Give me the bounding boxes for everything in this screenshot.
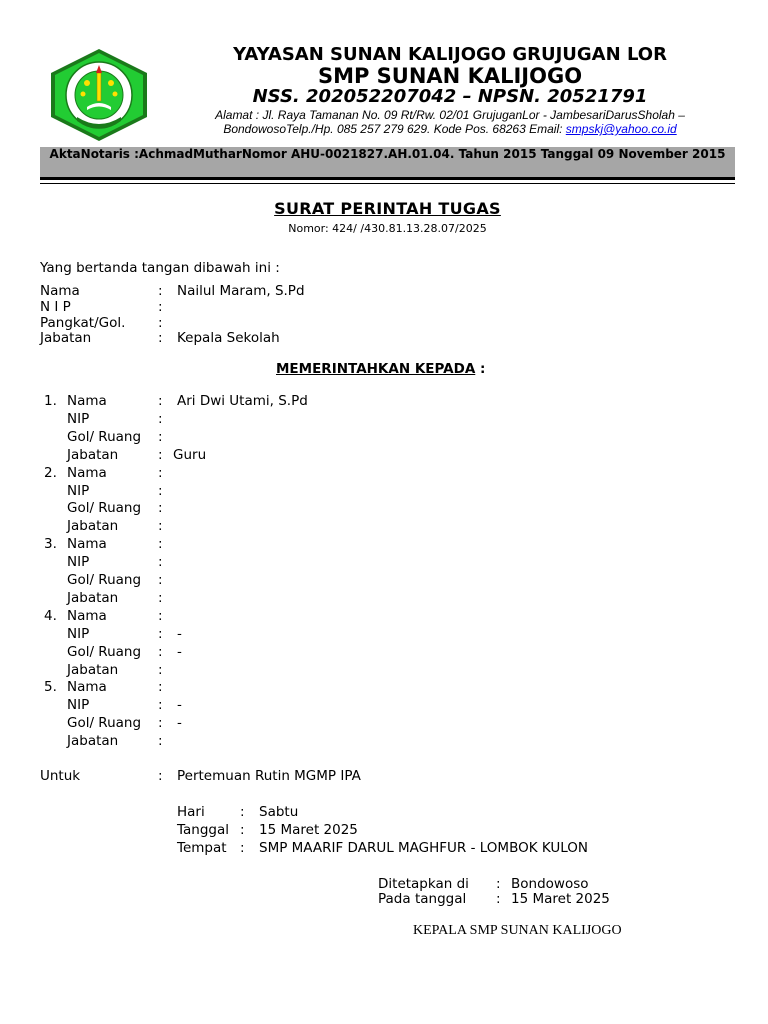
colon: : — [158, 590, 163, 606]
issued-label: Pada tanggal — [378, 891, 467, 907]
assignee-label: Gol/ Ruang — [67, 644, 142, 660]
email-link[interactable]: smpskj@yahoo.co.id — [565, 122, 677, 136]
school-logo — [47, 47, 151, 143]
detail-label: Tanggal — [177, 822, 230, 838]
colon: : — [158, 299, 163, 315]
colon: : — [158, 733, 163, 749]
signer-label: N I P — [40, 299, 71, 315]
assignee-label: Jabatan — [67, 662, 119, 678]
colon: : — [158, 715, 163, 731]
colon: : — [158, 447, 163, 463]
assignee-value: Guru — [173, 447, 207, 463]
colon: : — [158, 465, 163, 481]
assignee-value: Ari Dwi Utami, S.Pd — [177, 393, 308, 409]
colon: : — [240, 822, 245, 838]
colon: : — [158, 662, 163, 678]
assignee-label: Nama — [67, 393, 107, 409]
assignee-value: - — [177, 697, 182, 713]
colon: : — [158, 768, 163, 784]
issued-value: 15 Maret 2025 — [511, 891, 610, 907]
colon: : — [158, 697, 163, 713]
school-name: SMP SUNAN KALIJOGO — [317, 64, 583, 88]
colon: : — [158, 679, 163, 695]
assignee-label: Gol/ Ruang — [67, 500, 142, 516]
address-line-2 — [150, 122, 750, 136]
colon: : — [158, 518, 163, 534]
purpose-label: Untuk — [40, 768, 81, 784]
assignee-number: 5. — [44, 679, 57, 695]
signer-value: Nailul Maram, S.Pd — [177, 283, 305, 299]
colon: : — [158, 536, 163, 552]
assignee-label: Jabatan — [67, 590, 119, 606]
assignee-label: Nama — [67, 465, 107, 481]
purpose-value: Pertemuan Rutin MGMP IPA — [177, 768, 361, 784]
signature-title: KEPALA SMP SUNAN KALIJOGO — [413, 923, 622, 938]
assignee-label: Jabatan — [67, 733, 119, 749]
detail-value: 15 Maret 2025 — [259, 822, 358, 838]
detail-value: SMP MAARIF DARUL MAGHFUR - LOMBOK KULON — [259, 840, 589, 856]
assignee-label: Nama — [67, 679, 107, 695]
command-title: MEMERINTAHKAN KEPADA — [276, 361, 476, 377]
colon: : — [158, 554, 163, 570]
assignee-number: 1. — [44, 393, 57, 409]
colon: : — [240, 804, 245, 820]
assignee-value: - — [177, 644, 182, 660]
signer-label: Jabatan — [40, 330, 92, 346]
colon: : — [496, 891, 501, 907]
signer-label: Nama — [40, 283, 80, 299]
assignee-label: NIP — [67, 626, 90, 642]
colon: : — [240, 840, 245, 856]
detail-label: Hari — [177, 804, 205, 820]
detail-label: Tempat — [177, 840, 227, 856]
assignee-label: Jabatan — [67, 518, 119, 534]
address-line-2-text: BondowosoTelp./Hp. 085 257 279 629. Kode Pos. 68263 Email: — [223, 122, 566, 136]
assignee-label: Jabatan — [67, 447, 119, 463]
colon: : — [158, 393, 163, 409]
issued-value: Bondowoso — [511, 876, 589, 892]
colon: : — [158, 411, 163, 427]
signer-label: Pangkat/Gol. — [40, 315, 126, 331]
colon: : — [158, 626, 163, 642]
nss-npsn: NSS. 202052207042 – NPSN. 20521791 — [252, 86, 648, 107]
address-line-1: Alamat : Jl. Raya Tamanan No. 09 Rt/Rw. 02/01 GrujuganLor - JambesariDarusSholah – — [215, 108, 685, 122]
colon: : — [158, 483, 163, 499]
colon: : — [158, 500, 163, 516]
assignee-number: 4. — [44, 608, 57, 624]
assignee-value: - — [177, 715, 182, 731]
assignee-label: NIP — [67, 411, 90, 427]
signer-value: Kepala Sekolah — [177, 330, 280, 346]
colon: : — [158, 608, 163, 624]
letter-number: Nomor: 424/ /430.81.13.28.07/2025 — [288, 222, 487, 235]
assignee-label: NIP — [67, 554, 90, 570]
colon: : — [158, 330, 163, 346]
command-colon: : — [475, 361, 486, 377]
assignee-label: Gol/ Ruang — [67, 572, 142, 588]
assignee-label: NIP — [67, 697, 90, 713]
foundation-name: YAYASAN SUNAN KALIJOGO GRUJUGAN LOR — [233, 44, 667, 65]
command-heading — [276, 361, 485, 377]
assignee-value: - — [177, 626, 182, 642]
assignee-label: Gol/ Ruang — [67, 429, 142, 445]
assignee-label: Nama — [67, 536, 107, 552]
assignee-label: Nama — [67, 608, 107, 624]
issued-label: Ditetapkan di — [378, 876, 469, 892]
assignee-number: 3. — [44, 536, 57, 552]
colon: : — [158, 283, 163, 299]
colon: : — [158, 572, 163, 588]
assignee-number: 2. — [44, 465, 57, 481]
assignee-label: Gol/ Ruang — [67, 715, 142, 731]
colon: : — [158, 644, 163, 660]
colon: : — [158, 315, 163, 331]
intro-text: Yang bertanda tangan dibawah ini : — [40, 260, 280, 276]
letter-title: SURAT PERINTAH TUGAS — [274, 199, 501, 218]
colon: : — [496, 876, 501, 892]
colon: : — [158, 429, 163, 445]
akta-notaris: AktaNotaris :AchmadMutharNomor AHU-0021827.AH.01.04. Tahun 2015 Tanggal 09 November 2015 — [49, 147, 726, 161]
detail-value: Sabtu — [259, 804, 299, 820]
assignee-label: NIP — [67, 483, 90, 499]
